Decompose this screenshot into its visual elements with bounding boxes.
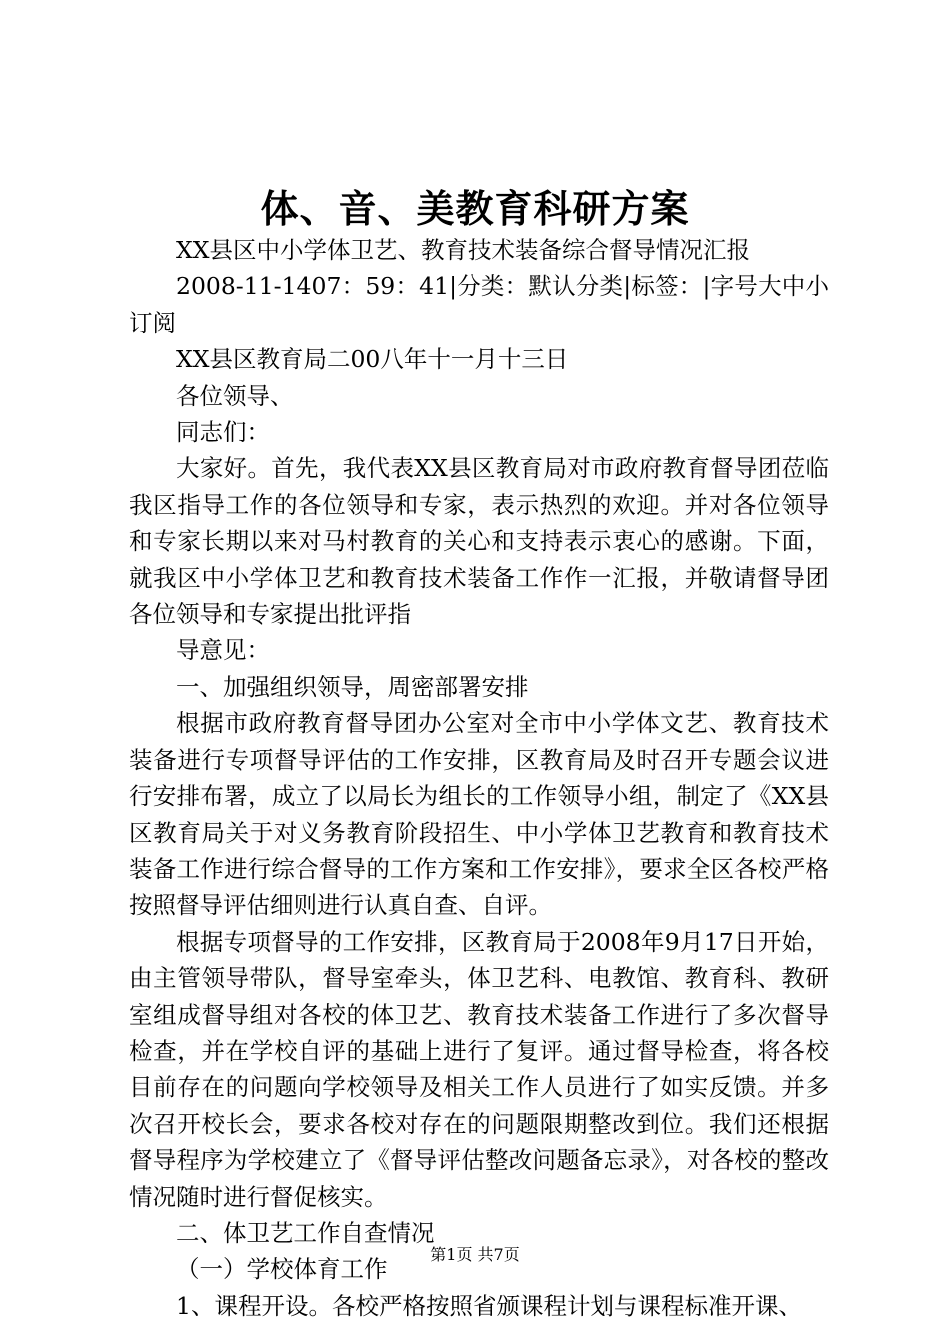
paragraph: （一）学校体育工作 <box>176 1255 388 1284</box>
paragraph: 一、加强组织领导，周密部署安排 <box>176 672 529 701</box>
paragraph: 导意见： <box>176 636 270 665</box>
document-title: 体、音、美教育科研方案 <box>260 186 690 231</box>
document-body <box>129 232 829 1324</box>
paragraph: 各位领导、 <box>176 381 294 410</box>
paragraph: 根据专项督导的工作安排，区教育局于2008年9月17日开始，由主管领导带队，督导室牵头，体卫艺科、电教馆、教育科、教研室组成督导组对各校的体卫艺、教育技术装备工作进行了多次督导检查，并在学校自评的基础上进行了复评。通过督导检查，将各校目前存在的问题向学校领导及相关工作人员进行了如实反馈。并多次召开校长会，要求各校对存在的问题限期整改到位。我们还根据督导程序为学校建立了《督导评估整改问题备忘录》，对各校的整改情况随时进行督促核实。 <box>129 927 829 1211</box>
paragraph: 大家好。首先，我代表XX县区教育局对市政府教育督导团莅临我区指导工作的各位领导和专家，表示热烈的欢迎。并对各位领导和专家长期以来对马村教育的关心和支持表示衷心的感谢。下面，就我区中小学体卫艺和教育技术装备工作作一汇报，并敬请督导团各位领导和专家提出批评指 <box>129 454 829 629</box>
paragraph: 二、体卫艺工作自查情况 <box>176 1218 435 1247</box>
paragraph: XX县区教育局二00八年十一月十三日 <box>176 345 569 374</box>
page-footer: 第1页 共7页 <box>430 1245 520 1264</box>
paragraph: XX县区中小学体卫艺、教育技术装备综合督导情况汇报 <box>176 236 750 264</box>
paragraph: 1、课程开设。各校严格按照省颁课程计划与课程标准开课、 <box>176 1291 802 1320</box>
paragraph: 根据市政府教育督导团办公室对全市中小学体文艺、教育技术装备进行专项督导评估的工作安排，区教育局及时召开专题会议进行安排布署，成立了以局长为组长的工作领导小组，制定了《XX县区教育局关于对义务教育阶段招生、中小学体卫艺教育和教育技术装备工作进行综合督导的工作方案和工作安排》，要求全区各校严格按照督导评估细则进行认真自查、自评。 <box>129 709 829 920</box>
paragraph: 同志们： <box>176 418 270 447</box>
paragraph: 2008-11-1407：59：41|分类：默认分类|标签：|字号大中小订阅 <box>129 272 829 337</box>
